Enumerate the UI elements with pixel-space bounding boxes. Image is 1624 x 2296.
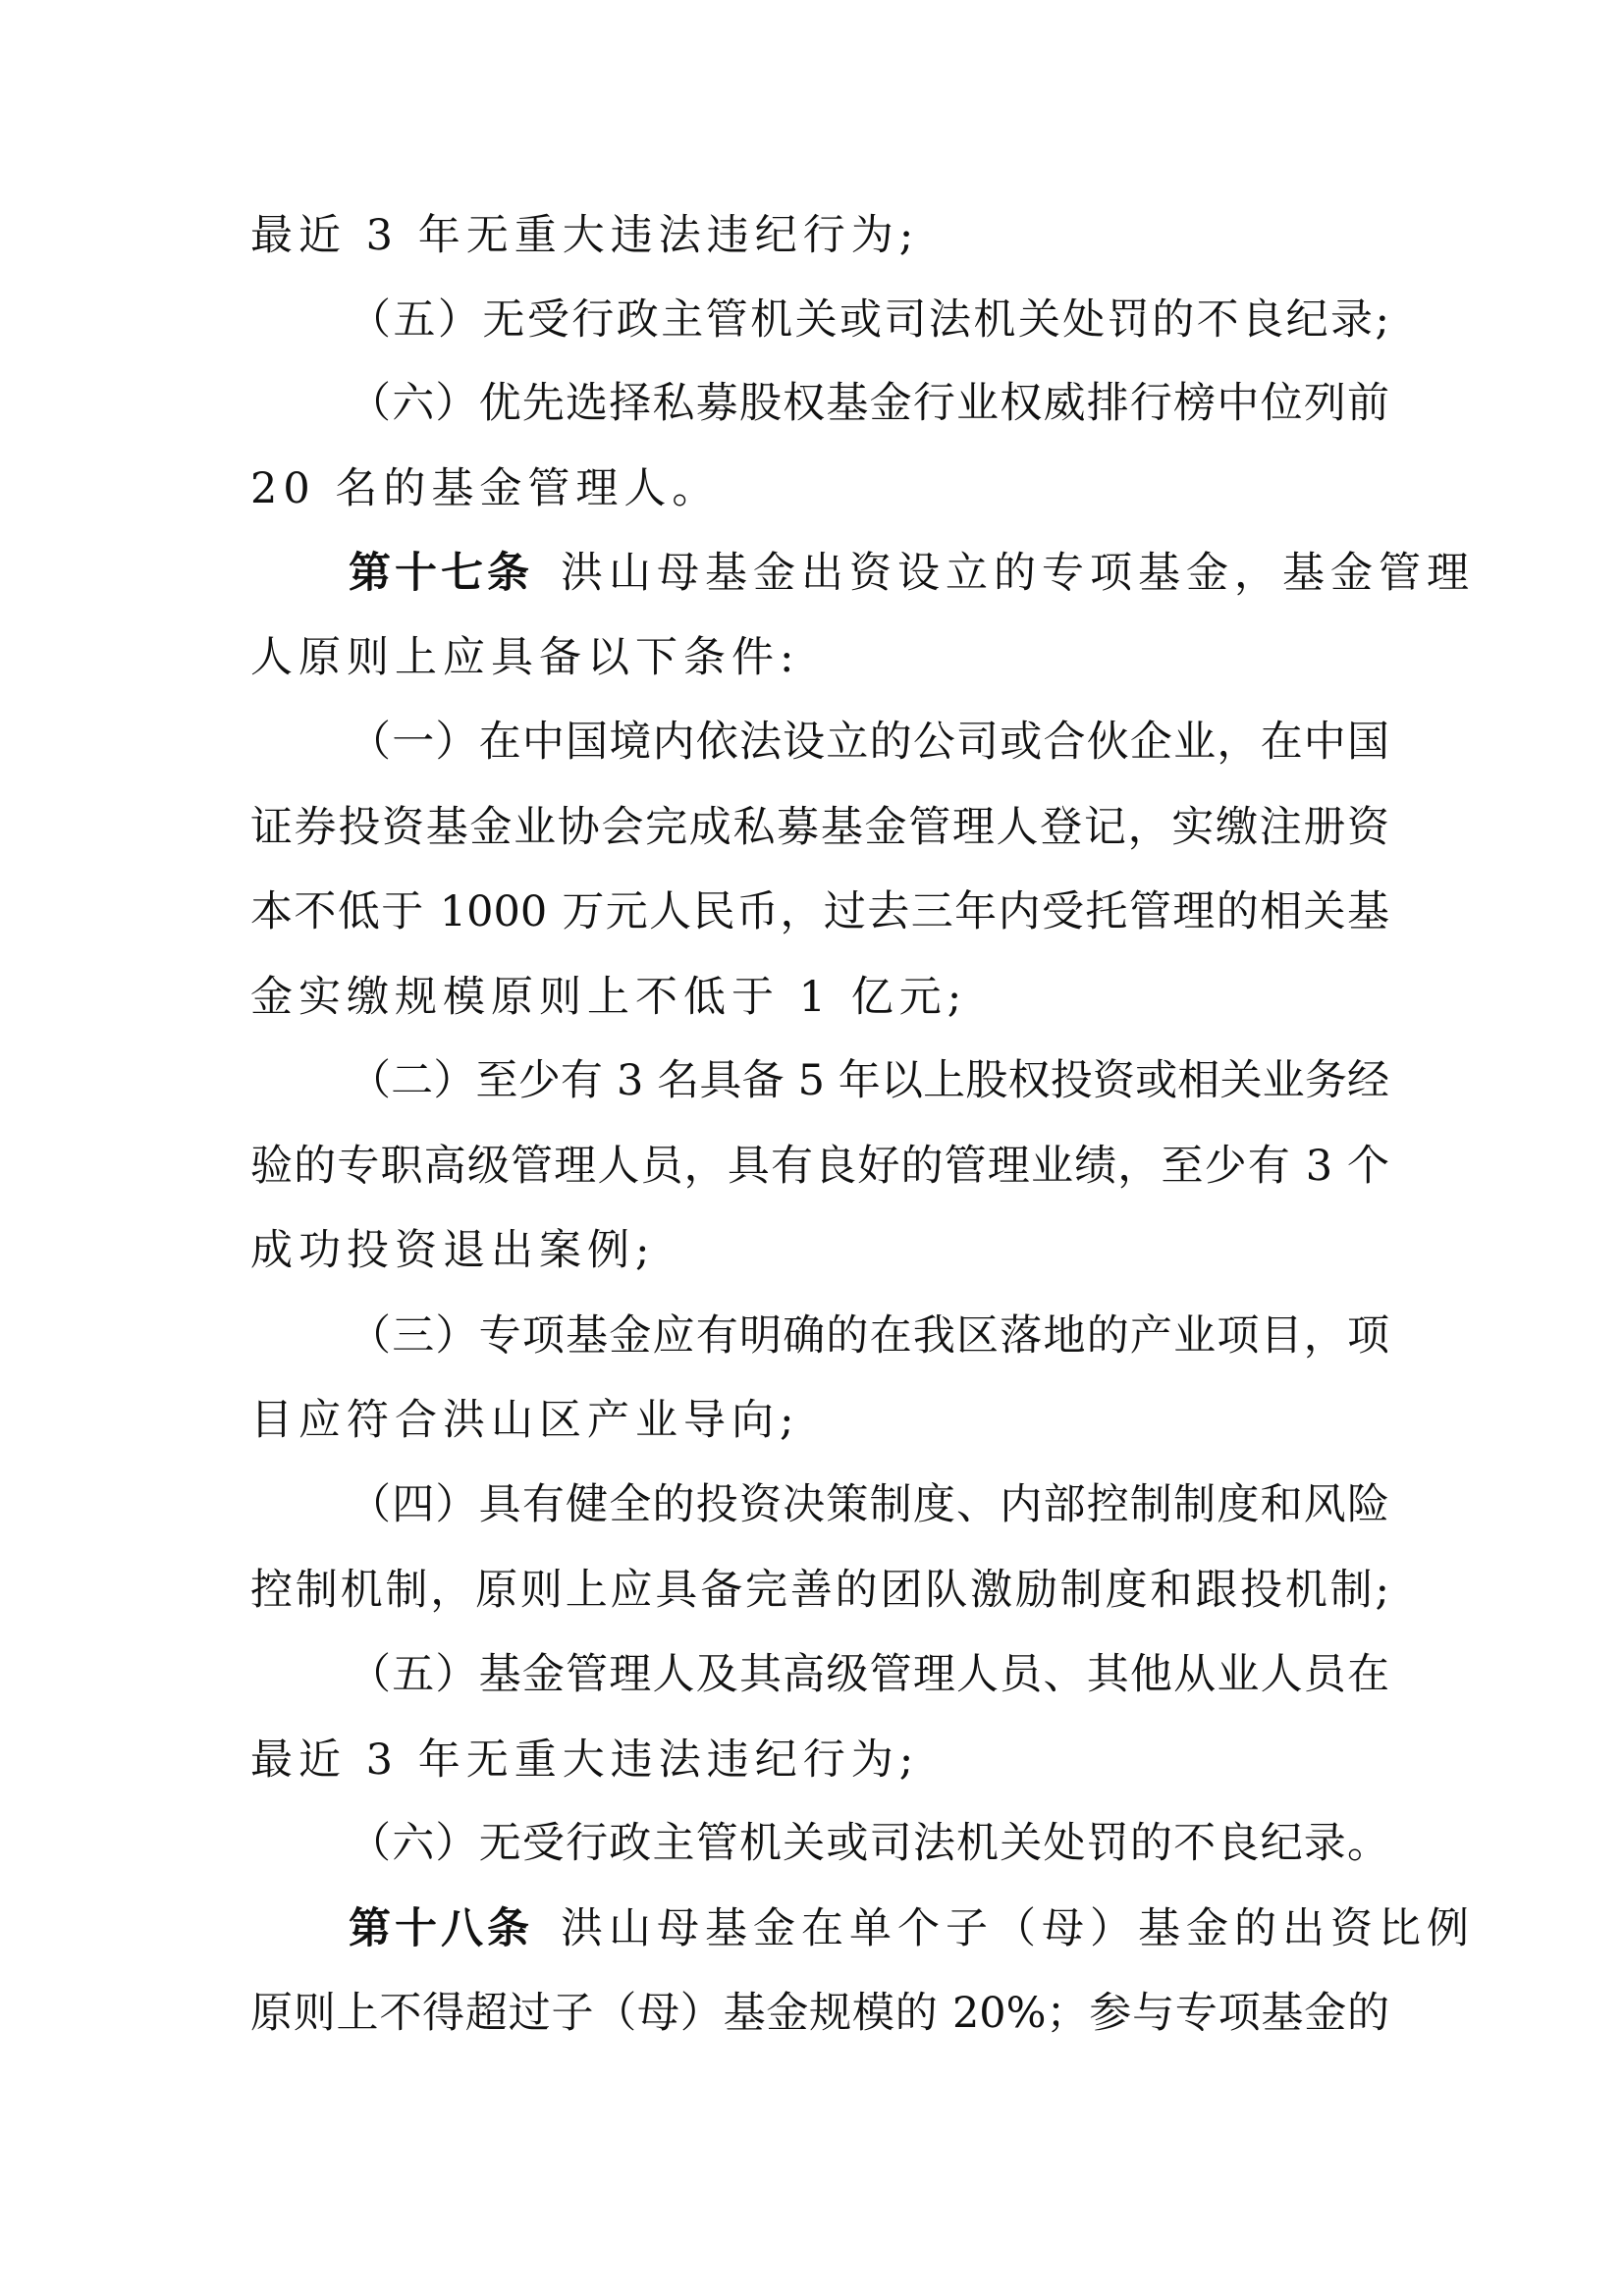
text-line-16 [349,1469,1389,1540]
line-text: 洪山母基金出资设立的专项基金，基金管理 [561,549,1475,598]
text-line-10 [250,962,1389,1033]
line-text: 验的专职高级管理人员，具有良好的管理业绩，至少有 3 个 [250,1142,1389,1191]
line-text: 最近 3 年无重大违法违纪行为; [250,1735,920,1785]
article-title: 第十八条 [349,1904,533,1953]
text-line-17 [250,1555,1389,1626]
line-text: 最近 3 年无重大违法违纪行为; [250,211,920,260]
line-text: 20 名的基金管理人。 [250,464,721,513]
line-text: （六）无受行政主管机关或司法机关处罚的不良纪录。 [349,1819,1389,1868]
text-line-19 [250,1725,1389,1795]
text-line-1 [250,200,1389,271]
text-line-15 [250,1385,1389,1456]
line-text: 成功投资退出案例; [250,1226,656,1275]
text-line-22 [250,1978,1389,2049]
line-text: 原则上不得超过子（母）基金规模的 20%；参与专项基金的 [250,1989,1389,2038]
line-text: （六）优先选择私募股权基金行业权威排行榜中位列前 [349,379,1389,428]
line-text: 本不低于 1000 万元人民币，过去三年内受托管理的相关基 [250,887,1389,936]
article-title: 第十七条 [349,549,533,598]
line-text: （二）至少有 3 名具备 5 年以上股权投资或相关业务经 [349,1056,1389,1105]
text-line-8 [250,792,1389,863]
text-line-13 [250,1215,1389,1286]
line-text: （四）具有健全的投资决策制度、内部控制制度和风险 [349,1480,1389,1529]
text-line-18 [349,1639,1389,1710]
text-line-4 [250,454,1389,524]
line-text: 目应符合洪山区产业导向; [250,1396,800,1445]
text-line-11 [349,1045,1389,1116]
line-text: 证券投资基金业协会完成私募基金管理人登记，实缴注册资 [250,803,1389,852]
line-text: 人原则上应具备以下条件: [250,633,800,682]
article-18-heading-line [349,1894,1475,1964]
text-line-12 [250,1131,1389,1201]
text-line-2 [349,285,1389,355]
line-text: （一）在中国境内依法设立的公司或合伙企业，在中国 [349,718,1389,767]
text-line-9 [250,877,1389,947]
line-text: 金实缴规模原则上不低于 1 亿元; [250,973,968,1022]
line-text: （五）无受行政主管机关或司法机关处罚的不良纪录; [349,295,1389,345]
text-line-14 [349,1301,1389,1371]
text-line-3 [349,368,1389,439]
line-text: 洪山母基金在单个子（母）基金的出资比例 [561,1904,1475,1953]
text-line-7 [349,707,1389,777]
article-17-heading-line [349,538,1475,609]
text-line-6 [250,622,1389,693]
line-text: 控制机制，原则上应具备完善的团队激励制度和跟投机制; [250,1566,1389,1615]
line-text: （三）专项基金应有明确的在我区落地的产业项目，项 [349,1311,1389,1361]
text-line-20 [349,1808,1389,1879]
line-text: （五）基金管理人及其高级管理人员、其他从业人员在 [349,1650,1389,1699]
